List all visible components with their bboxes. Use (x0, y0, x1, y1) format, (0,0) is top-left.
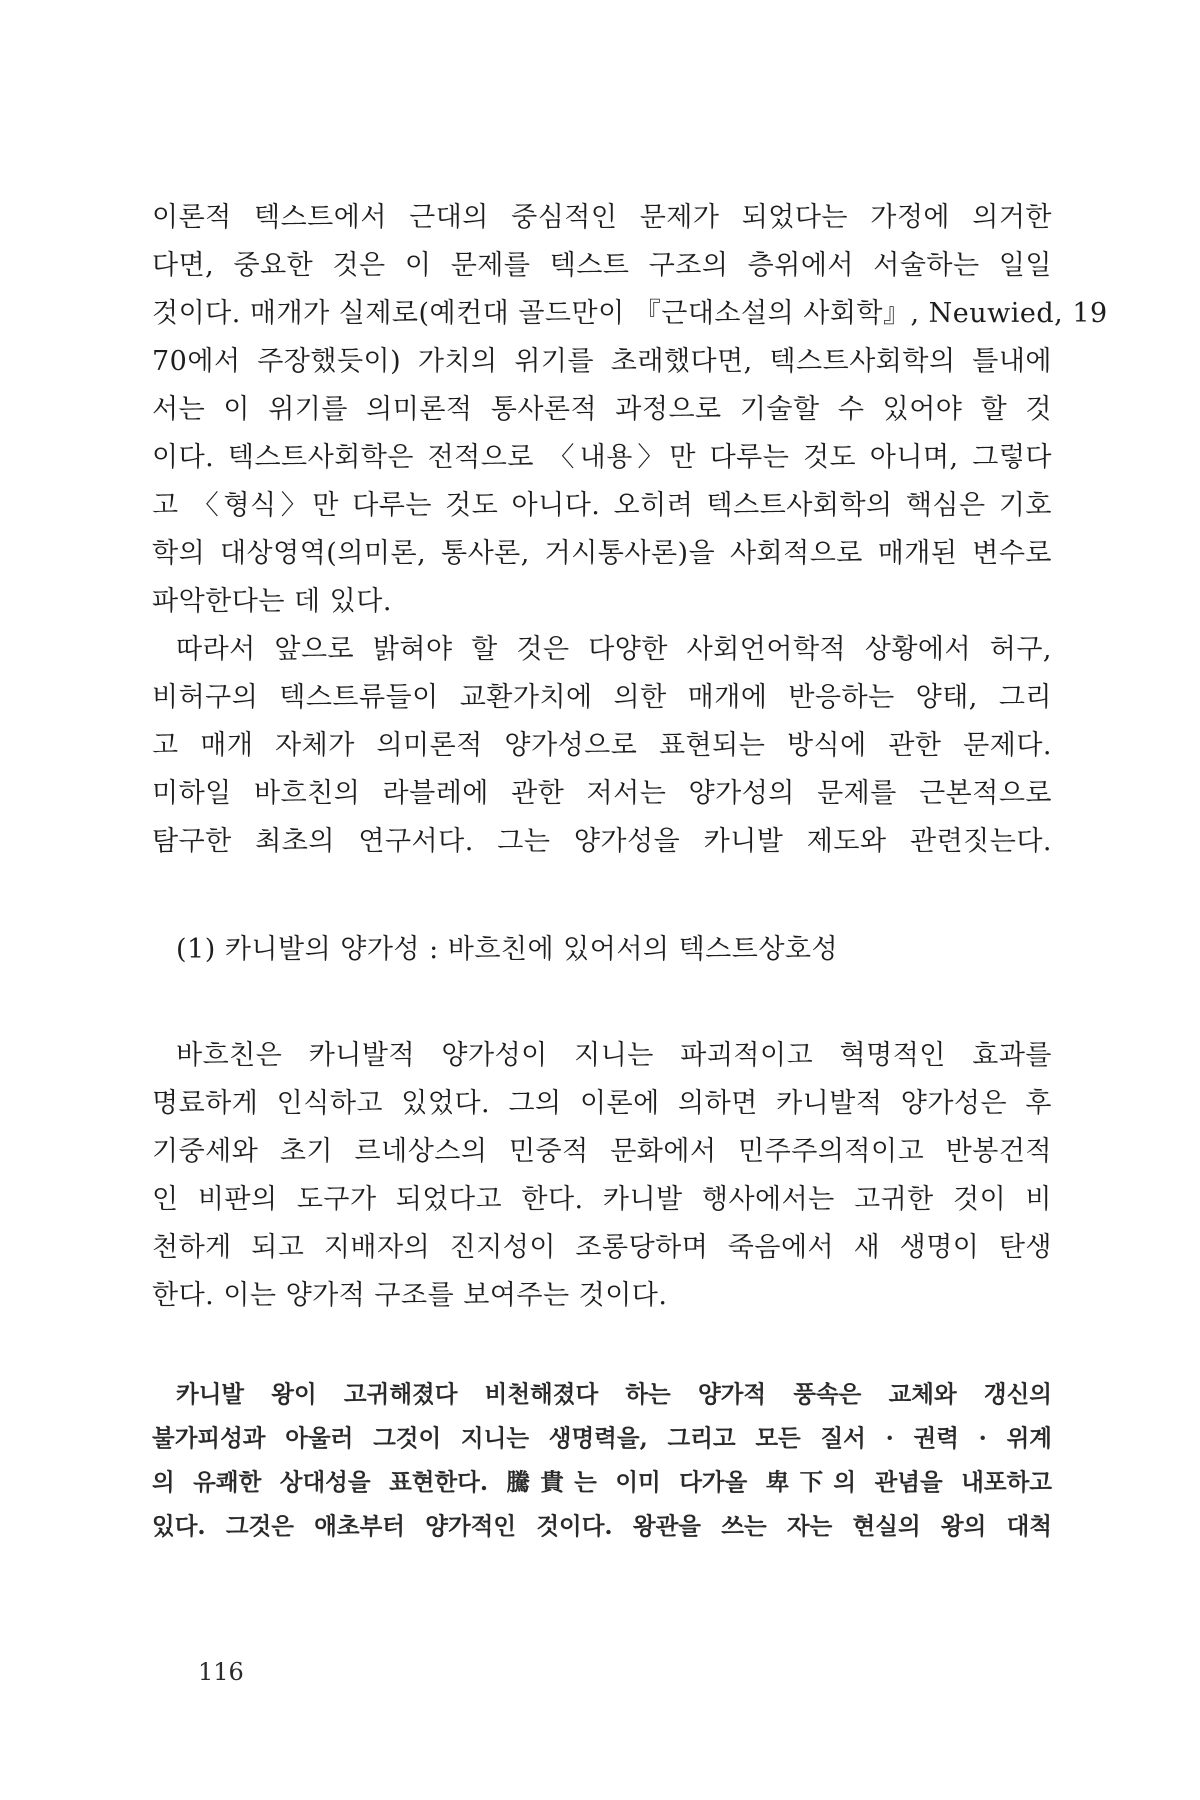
text-line: 학의 대상영역(의미론, 통사론, 거시통사론)을 사회적으로 매개된 변수로 (152, 538, 1052, 569)
quote-line: 있다. 그것은 애초부터 양가적인 것이다. 왕관을 쓰는 자는 현실의 왕의 대척 (152, 1512, 1052, 1540)
page-number: 116 (198, 1658, 244, 1686)
text-line: 이론적 텍스트에서 근대의 중심적인 문제가 되었다는 가정에 의거한 (152, 202, 1052, 233)
text-line: 탐구한 최초의 연구서다. 그는 양가성을 카니발 제도와 관련짓는다. (152, 826, 1052, 857)
text-line: 서는 이 위기를 의미론적 통사론적 과정으로 기술할 수 있어야 할 것 (152, 394, 1052, 425)
quote-line: 의 유쾌한 상대성을 표현한다. 騰貴는 이미 다가올 卑下의 관념을 내포하고 (152, 1468, 1052, 1496)
text-line: 미하일 바흐친의 라블레에 관한 저서는 양가성의 문제를 근본적으로 (152, 778, 1052, 809)
quote-line: 카니발 왕이 고귀해졌다 비천해졌다 하는 양가적 풍속은 교체와 갱신의 (176, 1380, 1052, 1408)
text-line: 70에서 주장했듯이) 가치의 위기를 초래했다면, 텍스트사회학의 틀내에 (152, 346, 1052, 377)
quote-line: 불가피성과 아울러 그것이 지니는 생명력을, 그리고 모든 질서 · 권력 · 위계 (152, 1424, 1052, 1452)
text-line: 비허구의 텍스트류들이 교환가치에 의한 매개에 반응하는 양태, 그리 (152, 682, 1052, 713)
text-line: 인 비판의 도구가 되었다고 한다. 카니발 행사에서는 고귀한 것이 비 (152, 1184, 1052, 1215)
text-line: 다면, 중요한 것은 이 문제를 텍스트 구조의 층위에서 서술하는 일일 (152, 250, 1052, 281)
text-line: 것이다. 매개가 실제로(예컨대 골드만이 『근대소설의 사회학』, Neuwied, 19 (152, 298, 1108, 329)
text-line: 고 〈형식〉만 다루는 것도 아니다. 오히려 텍스트사회학의 핵심은 기호 (152, 490, 1052, 521)
section-heading: (1) 카니발의 양가성 : 바흐친에 있어서의 텍스트상호성 (176, 934, 839, 965)
text-line: 따라서 앞으로 밝혀야 할 것은 다양한 사회언어학적 상황에서 허구, (176, 634, 1052, 665)
text-line: 바흐친은 카니발적 양가성이 지니는 파괴적이고 혁명적인 효과를 (176, 1040, 1052, 1071)
text-line: 파악한다는 데 있다. (152, 586, 392, 617)
text-line: 고 매개 자체가 의미론적 양가성으로 표현되는 방식에 관한 문제다. (152, 730, 1052, 761)
text-line: 명료하게 인식하고 있었다. 그의 이론에 의하면 카니발적 양가성은 후 (152, 1088, 1052, 1119)
text-line: 천하게 되고 지배자의 진지성이 조롱당하며 죽음에서 새 생명이 탄생 (152, 1232, 1052, 1263)
text-line: 기중세와 초기 르네상스의 민중적 문화에서 민주주의적이고 반봉건적 (152, 1136, 1052, 1167)
text-line: 이다. 텍스트사회학은 전적으로 〈내용〉만 다루는 것도 아니며, 그렇다 (152, 442, 1052, 473)
text-line: 한다. 이는 양가적 구조를 보여주는 것이다. (152, 1280, 668, 1311)
